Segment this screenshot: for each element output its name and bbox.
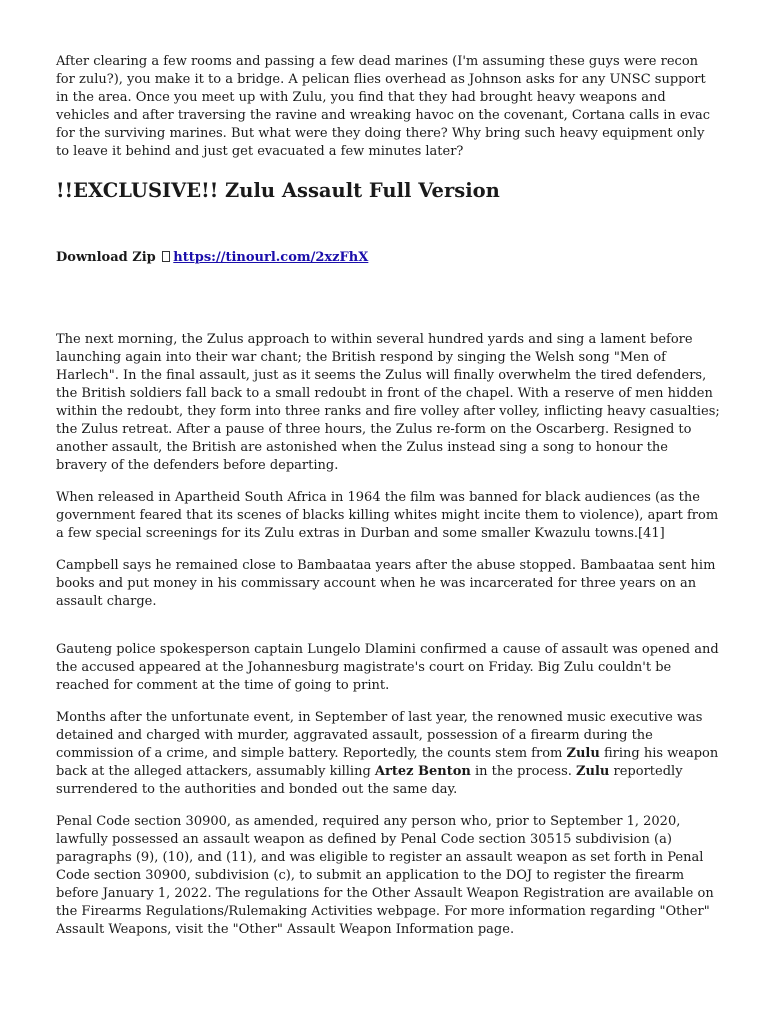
paragraph-penal-code: Penal Code section 30900, as amended, required any person who, prior to September 1, 2020, lawfully possessed an assault weapon as defined by Penal Code section 30515 subdivision (a) paragraphs (9), (10), and (11), and was eligible to register an assault weapon as set forth in Penal Code section 30900, subdivision (c), to submit an application to the DOJ to register the firearm before January 1, 2022. The regulations for the Other Assault Weapon Registration are available on the Firearms Regulations/Rulemaking Activities webpage. For more information regarding "Other" Assault Weapons, visit the "Other" Assault Weapon Information page. — [56, 814, 714, 937]
spacer — [56, 799, 720, 813]
download-label: Download Zip — [56, 250, 156, 265]
download-line — [56, 249, 720, 267]
paragraph-film-banned: When released in Apartheid South Africa in 1964 the film was banned for black audiences (as the government feared that its scenes of blacks killing whites might incite them to violence), apart from a few special screenings for its Zulu extras in Durban and some smaller Kwazulu towns.[41] — [56, 490, 719, 541]
intro-paragraph: After clearing a few rooms and passing a few dead marines (I'm assuming these guys were recon for zulu?), you make it to a bridge. A pelican flies overhead as Johnson asks for any UNSC support in the area. Once you meet up with Zulu, you find that they had brought heavy weapons and vehicles and after traversing the ravine and wreaking havoc on the covenant, Cortana calls in evac for the surviving marines. But what were they doing there? Why bring such heavy equipment only to leave it behind and just get evacuated a few minutes later? — [56, 54, 711, 159]
paragraph-zulu-final-assault: The next morning, the Zulus approach to within several hundred yards and sing a lament before launching again into their war chant; the British respond by singing the Welsh song "Men of Harlech". In the final assault, just as it seems the Zulus will finally overwhelm the tired defenders, the British soldiers fall back to a small redoubt in front of the chapel. With a reserve of men hidden within the redoubt, they form into three ranks and fire volley after volley, inflicting heavy casualties; the Zulus retreat. After a pause of three hours, the Zulus re-form on the Oscarberg. Resigned to another assault, the British are astonished when the Zulus instead sing a song to honour the bravery of the defenders before departing. — [56, 332, 720, 473]
text-run: Months after the unfortunate event, in September of last year, the renowned music executive was detained and charged with murder, aggravated assault, possession of a firearm during the commission of a crime, and simple battery. Reportedly, the counts stem from — [56, 710, 703, 761]
bold-name: Zulu — [566, 746, 600, 761]
text-run: reportedly surrendered to the authorities and bonded out the same day. — [56, 764, 683, 797]
spacer — [56, 543, 720, 557]
spacer — [56, 611, 720, 641]
download-link[interactable]: https://tinourl.com/2xzFhX — [173, 250, 369, 265]
paragraph-campbell: Campbell says he remained close to Bambaataa years after the abuse stopped. Bambaataa sent him books and put money in his commissary account when he was incarcerated for three years on an assault charge. — [56, 558, 716, 609]
bold-name: Zulu — [576, 764, 610, 779]
missing-glyph-icon — [162, 251, 170, 262]
spacer — [56, 475, 720, 489]
bold-name: Artez Benton — [374, 764, 471, 779]
text-run: firing his weapon back at the alleged attackers, assumably killing — [56, 746, 719, 779]
text-run: in the process. — [470, 764, 577, 779]
spacer — [56, 267, 720, 331]
document-page — [56, 53, 720, 939]
spacer — [56, 695, 720, 709]
paragraph-gauteng-police: Gauteng police spokesperson captain Lungelo Dlamini confirmed a cause of assault was opened and the accused appeared at the Johannesburg magistrate's court on Friday. Big Zulu couldn't be reached for comment at the time of going to print. — [56, 642, 719, 693]
paragraph-music-executive — [56, 709, 720, 799]
page-title: !!EXCLUSIVE!! Zulu Assault Full Version — [56, 179, 500, 202]
